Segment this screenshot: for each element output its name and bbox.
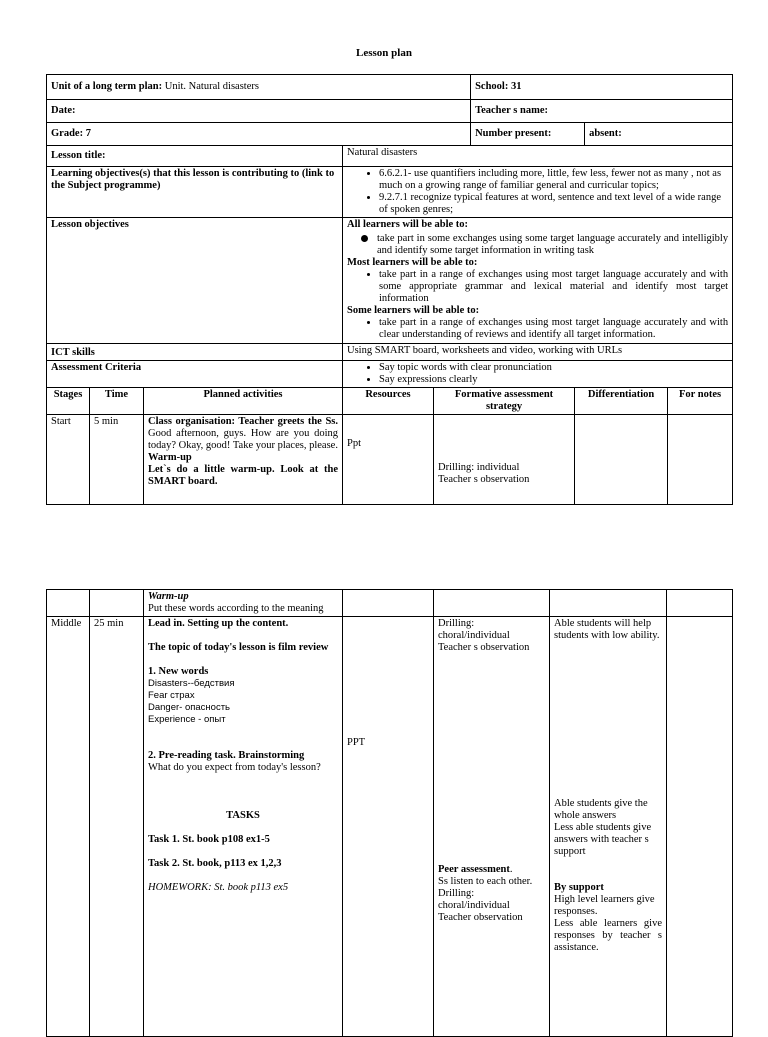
differentiation-text: High level learners give responses. xyxy=(554,894,655,917)
by-support-heading: By support xyxy=(554,882,604,893)
learning-objective-item: • 9.2.7.1 recognize typical features at word, sentence and text level of a wide range of spoken genres; xyxy=(379,192,728,216)
lesson-objectives-label: Lesson objectives xyxy=(47,218,343,344)
formative-line: Teacher s observation xyxy=(438,474,530,485)
lesson-plan-table-continued xyxy=(46,589,733,1037)
peer-assessment-heading: Peer assessment xyxy=(438,864,510,875)
start-stage: Start xyxy=(47,415,90,505)
lesson-title-label: Lesson title: xyxy=(47,146,343,167)
middle-notes xyxy=(667,617,733,1037)
differentiation-text: Less able learners give responses by teacher s assistance. xyxy=(554,918,662,953)
middle-activities xyxy=(144,617,343,1037)
unit-label: Unit of a long term plan: xyxy=(51,81,163,92)
some-learners-heading: Some learners will be able to: xyxy=(347,305,480,316)
pre-reading-heading: 2. Pre-reading task. Brainstorming xyxy=(148,750,305,761)
formative-line: Drilling: xyxy=(438,618,475,629)
column-time: Time xyxy=(90,388,144,415)
middle-time: 25 min xyxy=(90,617,144,1037)
column-for-notes: For notes xyxy=(668,388,733,415)
differentiation-text: Less able students give answers with teacher s support xyxy=(554,822,652,857)
differentiation-text: Able students will help students with low ability. xyxy=(554,618,660,641)
learning-objectives-label: Learning objectives(s) that this lesson is contributing to (link to the Subject programme) xyxy=(47,167,343,218)
formative-line: Drilling: xyxy=(438,888,475,899)
start-differentiation xyxy=(575,415,668,505)
most-learners-item: • take part in a range of exchanges using most target language accurately and with some appropriate grammar and lexical material and identify most target information xyxy=(379,269,728,305)
all-learners-heading: All learners will be able to: xyxy=(347,219,469,230)
formative-line: Ss listen to each other. xyxy=(438,876,533,887)
assessment-criteria-item: • Say expressions clearly xyxy=(379,374,728,386)
column-resources: Resources xyxy=(343,388,434,415)
new-word: Disasters--бедствия xyxy=(148,678,235,689)
formative-line: Teacher s observation xyxy=(438,642,530,653)
most-learners-heading: Most learners will be able to: xyxy=(347,257,478,268)
all-learners-item: take part in some exchanges using some target language accurately and intelligibly and identify some target information in writing task xyxy=(347,233,728,257)
middle-formative: Drilling: choral/individual Teacher s observation Peer assessment. Ss listen to each other. Drilling: choral/individual Teacher observation xyxy=(434,617,550,1037)
new-word: Danger- опасность xyxy=(148,702,231,713)
middle-resources xyxy=(343,617,434,1037)
ict-skills-value: Using SMART board, worksheets and video, working with URLs xyxy=(343,344,733,361)
new-words-heading: 1. New words xyxy=(148,666,209,677)
middle-stage: Middle xyxy=(47,617,90,1037)
new-word: Fear страх xyxy=(148,690,195,701)
lead-in-heading: Lead in. Setting up the content. xyxy=(148,618,289,629)
school-cell: School: 31 xyxy=(471,75,733,100)
task-1: Task 1. St. book p108 ex1-5 xyxy=(148,834,270,845)
pre-reading-text: What do you expect from today's lesson? xyxy=(148,762,321,773)
assessment-criteria-value xyxy=(343,361,733,388)
tasks-heading: TASKS xyxy=(226,810,260,821)
task-2: Task 2. St. book, p113 ex 1,2,3 xyxy=(148,858,282,869)
warm-up-heading: Warm-up xyxy=(148,591,189,602)
warm-up-cell xyxy=(144,590,343,617)
lesson-topic: The topic of today's lesson is film review xyxy=(148,642,329,653)
lesson-plan-table xyxy=(46,74,733,505)
unit-value: Unit. Natural disasters xyxy=(164,81,259,92)
assessment-criteria-item: • Say topic words with clear pronunciation xyxy=(379,362,728,374)
warm-up-text: Let`s do a little warm-up. Look at the SMART board. xyxy=(148,464,338,487)
absent-cell: absent: xyxy=(585,123,733,146)
date-cell: Date: xyxy=(47,100,471,123)
ict-skills-label: ICT skills xyxy=(47,344,343,361)
new-word: Experience - опыт xyxy=(148,714,226,725)
warm-up-label: Warm-up xyxy=(148,452,192,463)
column-planned-activities: Planned activities xyxy=(144,388,343,415)
some-learners-item: • take part in a range of exchanges using most target language accurately and with clear understanding of reviews and identify all target information. xyxy=(379,317,728,341)
middle-differentiation xyxy=(550,617,667,1037)
start-activities xyxy=(144,415,343,505)
start-resources xyxy=(343,415,434,505)
differentiation-text: Able students give the whole answers xyxy=(554,798,648,821)
start-formative xyxy=(434,415,575,505)
bullet-icon xyxy=(361,235,368,242)
resource-ppt: Ppt xyxy=(347,438,362,449)
learning-objective-item: • 6.6.2.1- use quantifiers including more, little, few less, fewer not as many , not as much on a growing range of familiar general and curricular topics; xyxy=(379,168,728,192)
formative-line: Teacher observation xyxy=(438,912,523,923)
unit-cell xyxy=(47,75,471,100)
lesson-objectives-value xyxy=(343,218,733,344)
homework: HOMEWORK: St. book p113 ex5 xyxy=(148,882,289,893)
formative-line: choral/individual xyxy=(438,900,510,911)
resource-ppt: PPT xyxy=(347,737,366,748)
warm-up-instruction: Put these words according to the meaning xyxy=(148,603,324,614)
start-time: 5 min xyxy=(90,415,144,505)
formative-line: Drilling: individual xyxy=(438,462,520,473)
document-title: Lesson plan xyxy=(356,47,412,59)
column-formative-assessment: Formative assessment strategy xyxy=(434,388,575,415)
lesson-title-value: Natural disasters xyxy=(343,146,733,167)
assessment-criteria-label: Assessment Criteria xyxy=(47,361,343,388)
grade-cell: Grade: 7 xyxy=(47,123,471,146)
column-stages: Stages xyxy=(47,388,90,415)
number-present-cell: Number present: xyxy=(471,123,585,146)
formative-line: choral/individual xyxy=(438,630,510,641)
teacher-name-cell: Teacher s name: xyxy=(471,100,733,123)
learning-objectives-value xyxy=(343,167,733,218)
start-notes xyxy=(668,415,733,505)
class-organisation-label: Class organisation: Teacher greets the Ss. xyxy=(148,416,338,427)
class-organisation-text: Good afternoon, guys. How are you doing today? Okay, good! Take your places, please. xyxy=(148,428,338,451)
column-differentiation: Differentiation xyxy=(575,388,668,415)
